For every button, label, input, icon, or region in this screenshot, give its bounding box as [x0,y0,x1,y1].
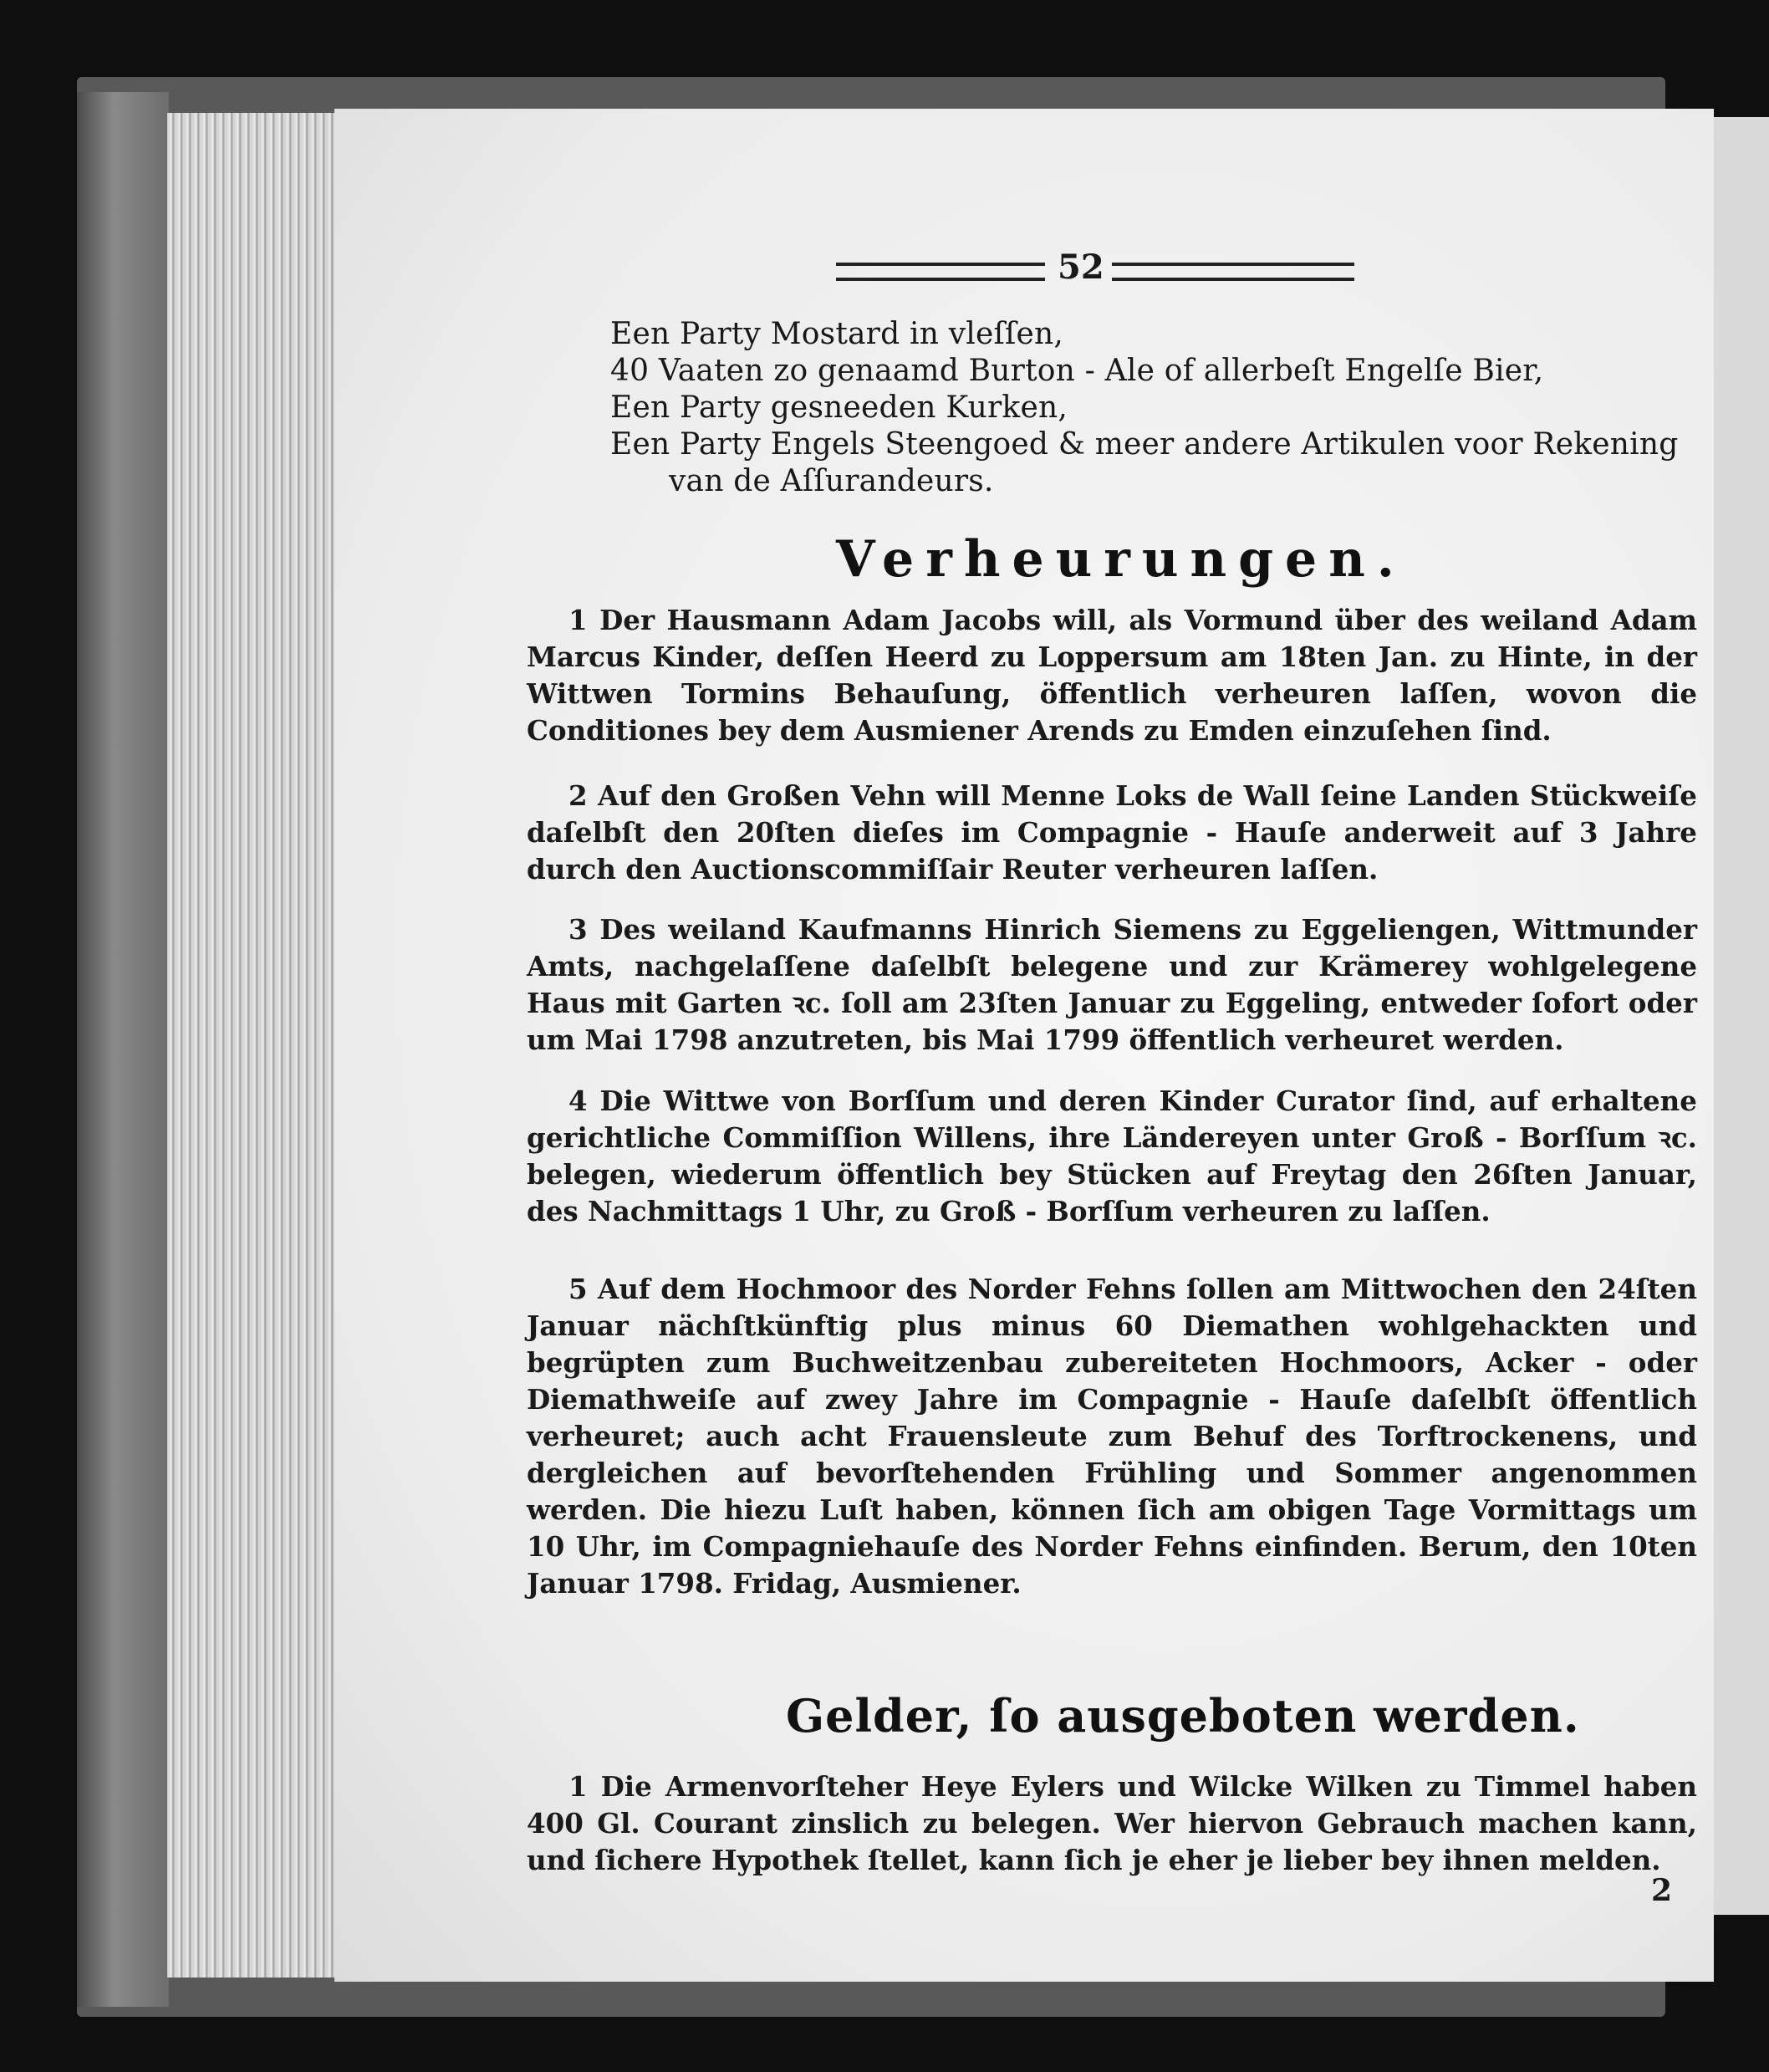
notice-paragraph: 2 Auf den Großen Vehn will Menne Loks de Wall ſeine Landen Stückweiſe daſelbſt den 20ſten dieſes im Compagnie - Hauſe anderweit auf 3 Jahre durch den Auctionscommiſſair Reuter verheuren laſſen. [527,779,1697,885]
notice-paragraph: 1 Der Hausmann Adam Jacobs will, als Vormund über des weiland Adam Marcus Kinder, deſſen Heerd zu Loppersum am 18ten Jan. zu Hinte, in der Wittwen Tormins Behauſung, öffentlich verheuren laſſen, wovon die Conditiones bey dem Ausmiener Arends zu Emden einzuſehen ſind. [527,604,1697,747]
notice-paragraph: 5 Auf dem Hochmoor des Norder Fehns ſollen am Mittwochen den 24ſten Januar nächſtkünftig plus minus 60 Diemathen wohlgehackten und begrüpten zum Buchweitzenbau zubereiteten Hochmoors, Acker - oder Diemathweiſe auf zwey Jahre im Compagnie - Hauſe daſelbſt öffentlich verheuret; auch acht Frauensleute zum Behuf des Torftrockenens, und dergleichen auf bevorſtehenden Frühling und Sommer angenommen werden. Die hiezu Luſt haben, können ſich am obigen Tage Vormittags um 10 Uhr, im Compagniehauſe des Norder Fehns einfinden. Berum, den 10ten Januar 1798. Fridag, Ausmiener. [527,1273,1697,1600]
cargo-item: Een Party Engels Steengoed & meer andere Artikulen voor Rekening [610,427,1679,462]
page-header [836,248,1354,289]
money-notice-paragraph: 1 Die Armenvorſteher Heye Eylers und Wilcke Wilken zu Timmel haben 400 Gl. Courant zinslich zu belegen. Wer hiervon Gebrauch machen kann, und ſichere Hypothek ſtellet, kann ſich je eher je lieber bey ihnen melden. [527,1770,1697,1876]
cargo-list [610,316,1697,500]
cargo-item: van de Aſſurandeurs. [669,464,994,498]
catchword: 2 [1651,1873,1673,1908]
header-rule-left [836,263,1045,281]
cargo-item: 40 Vaaten zo genaamd Burton - Ale of allerbeſt Engelſe Bier, [610,354,1544,388]
cargo-item: Een Party gesneeden Kurken, [610,390,1068,425]
notice-paragraph: 4 Die Wittwe von Borſſum und deren Kinder Curator ſind, auf erhaltene gerichtliche Commiſſion Willens, ihre Ländereyen unter Groß - Borſſum ꝛc. belegen, wiederum öffentlich bey Stücken auf Freytag den 26ſten Januar, des Nachmittags 1 Uhr, zu Groß - Borſſum verheuren zu laſſen. [527,1084,1697,1227]
book-page [334,109,1714,1982]
notice-paragraph: 3 Des weiland Kaufmanns Hinrich Siemens zu Eggeliengen, Wittmunder Amts, nachgelaſſene daſelbſt belegene und zur Krämerey wohlgelegene Haus mit Garten ꝛc. ſoll am 23ſten Januar zu Eggeling, entweder ſofort oder um Mai 1798 anzutreten, bis Mai 1799 öffentlich verheuret werden. [527,913,1697,1056]
header-rule-right [1112,263,1354,281]
next-page-edge [1705,117,1769,1915]
page-number: 52 [1058,248,1104,287]
page-edges [167,113,351,1978]
cargo-item: Een Party Mostard in vleſſen, [610,317,1064,351]
book-spine [77,92,169,2007]
section-heading-verheurungen: Verheurungen. [836,530,1406,589]
section-heading-gelder: Gelder, ſo ausgeboten werden. [786,1689,1580,1743]
